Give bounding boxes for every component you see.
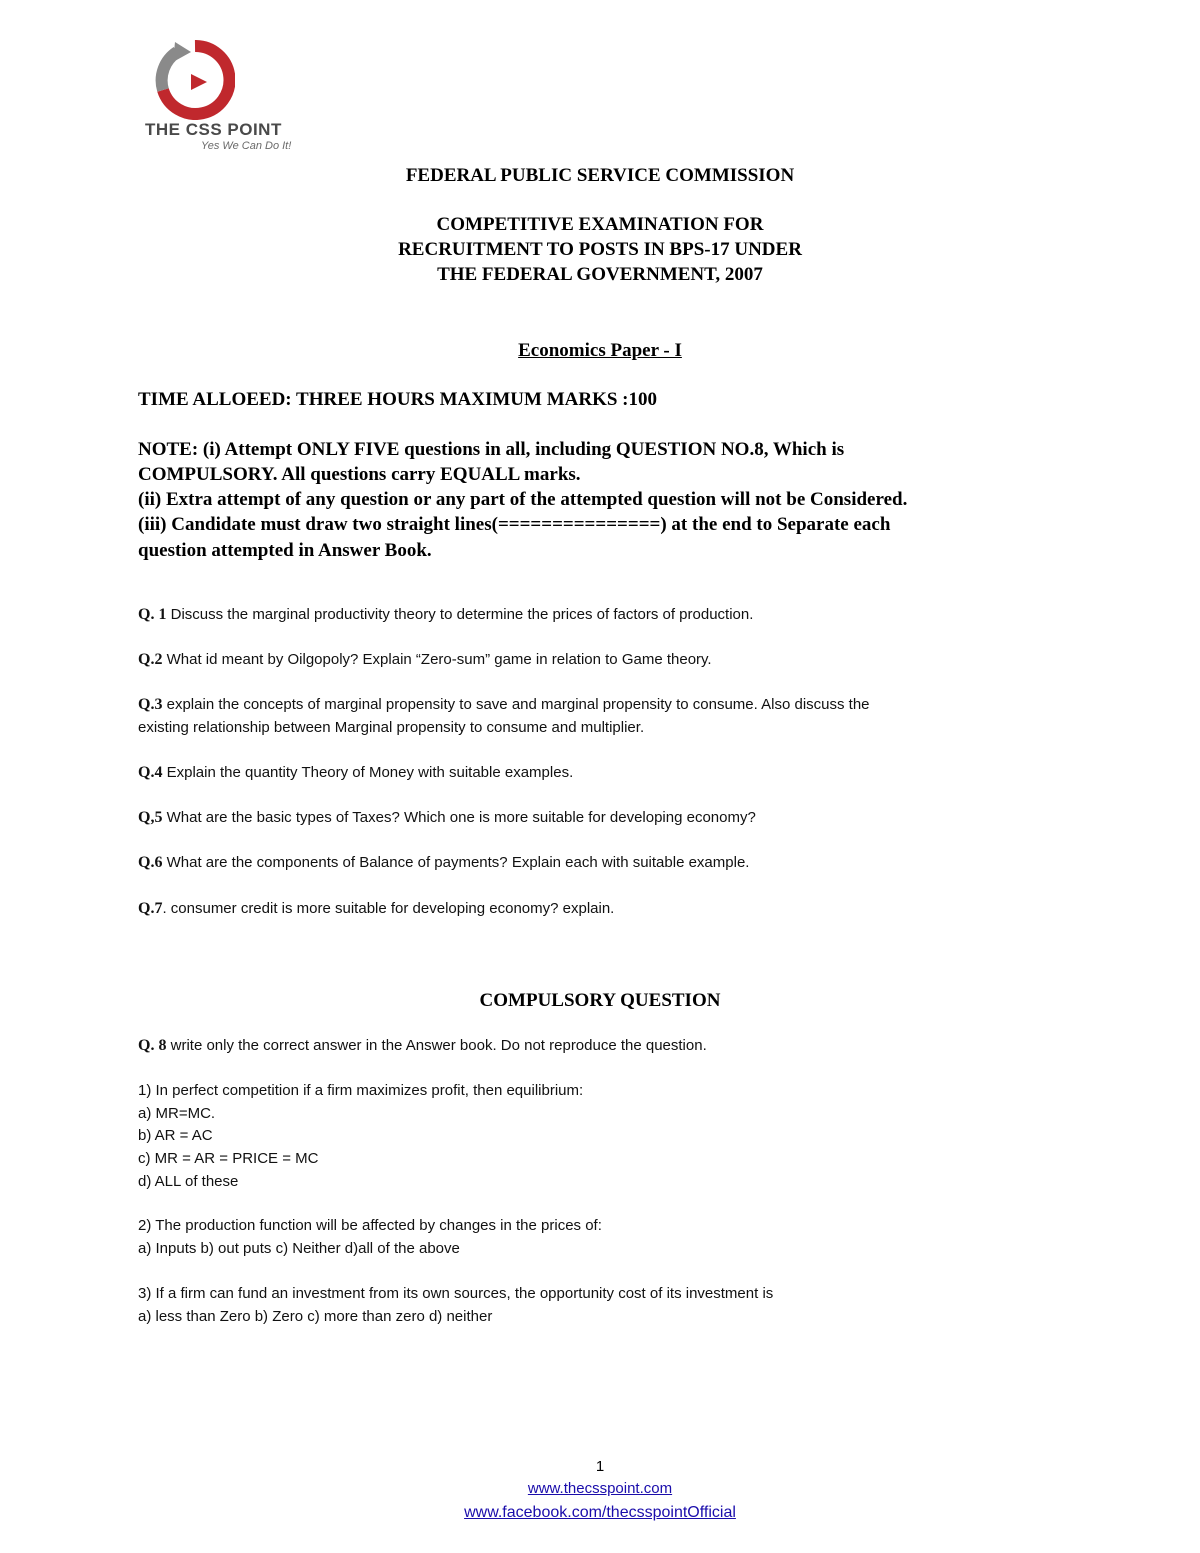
logo-name: THE CSS POINT bbox=[145, 120, 282, 139]
mcq-1-option-d: d) ALL of these bbox=[138, 1173, 239, 1190]
question-text: write only the correct answer in the Answer book. Do not reproduce the question. bbox=[166, 1037, 707, 1054]
website-link[interactable]: www.thecsspoint.com bbox=[527, 1480, 673, 1497]
exam-title-line2: RECRUITMENT TO POSTS IN BPS-17 UNDER bbox=[398, 239, 802, 260]
paper-title: Economics Paper - I bbox=[518, 340, 682, 361]
footer-facebook-row bbox=[0, 1504, 1200, 1522]
question-6 bbox=[138, 852, 1110, 874]
note-line-2: COMPULSORY. All questions carry EQUALL marks. bbox=[138, 464, 581, 485]
question-number: Q.4 bbox=[138, 764, 163, 781]
mcq-2-options: a) Inputs b) out puts c) Neither d)all of the above bbox=[138, 1240, 460, 1257]
exam-title-line3: THE FEDERAL GOVERNMENT, 2007 bbox=[437, 264, 763, 285]
compulsory-heading: COMPULSORY QUESTION bbox=[479, 990, 721, 1011]
question-number: Q,5 bbox=[138, 809, 163, 826]
mcq-1-stem: 1) In perfect competition if a firm maximizes profit, then equilibrium: bbox=[138, 1082, 584, 1099]
note-line-5: question attempted in Answer Book. bbox=[138, 540, 432, 561]
logo bbox=[145, 40, 325, 160]
note-line-3: (ii) Extra attempt of any question or any part of the attempted question will not be Considered. bbox=[138, 489, 908, 510]
mcq-2-stem: 2) The production function will be affected by changes in the prices of: bbox=[138, 1217, 602, 1234]
question-2 bbox=[138, 649, 1110, 671]
logo-tagline: Yes We Can Do It! bbox=[201, 140, 292, 152]
footer-website-row bbox=[0, 1480, 1200, 1497]
question-8 bbox=[138, 1035, 1110, 1057]
question-7 bbox=[138, 898, 1110, 920]
question-5 bbox=[138, 807, 1110, 829]
question-text: What id meant by Oilgopoly? Explain “Zero-sum” game in relation to Game theory. bbox=[162, 651, 712, 668]
logo-mark-icon bbox=[155, 40, 235, 120]
question-number: Q.6 bbox=[138, 854, 163, 871]
question-4 bbox=[138, 762, 1110, 784]
question-number: Q.7 bbox=[138, 900, 163, 917]
note-line-4: (iii) Candidate must draw two straight lines(===============) at the end to Separate each bbox=[138, 514, 891, 535]
question-1 bbox=[138, 604, 1110, 626]
question-text: What are the basic types of Taxes? Which one is more suitable for developing economy? bbox=[162, 809, 756, 826]
facebook-link[interactable]: www.facebook.com/thecsspointOfficial bbox=[464, 1504, 736, 1521]
mcq-1-option-a: a) MR=MC. bbox=[138, 1105, 216, 1122]
mcq-3-options: a) less than Zero b) Zero c) more than zero d) neither bbox=[138, 1308, 493, 1325]
note-line-1: NOTE: (i) Attempt ONLY FIVE questions in all, including QUESTION NO.8, Which is bbox=[138, 439, 845, 460]
time-marks: TIME ALLOEED: THREE HOURS MAXIMUM MARKS :100 bbox=[138, 389, 658, 410]
mcq-3-stem: 3) If a firm can fund an investment from its own sources, the opportunity cost of its investment is bbox=[138, 1285, 774, 1302]
question-text: . consumer credit is more suitable for developing economy? explain. bbox=[162, 900, 615, 917]
question-number: Q.3 bbox=[138, 696, 163, 713]
question-text: What are the components of Balance of payments? Explain each with suitable example. bbox=[162, 854, 750, 871]
commission-title: FEDERAL PUBLIC SERVICE COMMISSION bbox=[405, 165, 795, 186]
question-text: explain the concepts of marginal propensity to save and marginal propensity to consume. Also discuss the bbox=[162, 696, 870, 713]
question-number: Q. 8 bbox=[138, 1037, 167, 1054]
mcq-1-option-c: c) MR = AR = PRICE = MC bbox=[138, 1150, 319, 1167]
mcq-1-option-b: b) AR = AC bbox=[138, 1127, 213, 1144]
question-text: Discuss the marginal productivity theory to determine the prices of factors of production. bbox=[166, 606, 754, 623]
question-number: Q. 1 bbox=[138, 606, 167, 623]
question-3 bbox=[138, 694, 1110, 716]
question-3-continued: existing relationship between Marginal propensity to consume and multiplier. bbox=[138, 719, 645, 736]
question-text: Explain the quantity Theory of Money with suitable examples. bbox=[162, 764, 574, 781]
exam-title-line1: COMPETITIVE EXAMINATION FOR bbox=[436, 214, 764, 235]
page-number: 1 bbox=[595, 1458, 605, 1475]
question-number: Q.2 bbox=[138, 651, 163, 668]
